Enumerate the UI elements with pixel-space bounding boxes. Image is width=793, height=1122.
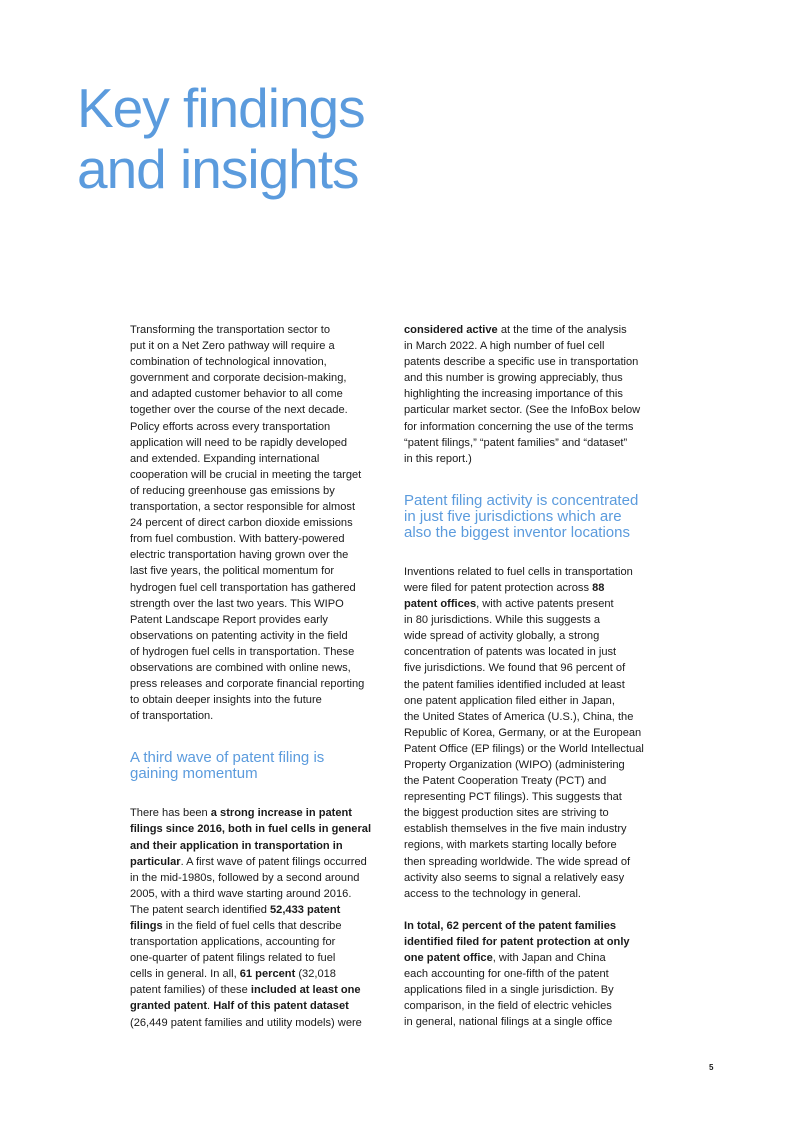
text-line: of transportation. (130, 710, 214, 723)
text-line: Inventions related to fuel cells in transportation (404, 565, 633, 578)
text-line: of hydrogen fuel cells in transportation. These (130, 645, 355, 658)
text-line: to obtain deeper insights into the future (130, 694, 322, 707)
text-line: one patent application filed either in Japan, (404, 694, 615, 707)
heading-line: A third wave of patent filing is (130, 749, 325, 767)
text-line: considered active at the time of the analysis (404, 324, 627, 336)
text-line: and their application in transportation in (130, 839, 343, 852)
text-line: patent families) of these included at least one (130, 984, 361, 997)
heading-line: gaining momentum (130, 765, 258, 783)
text-line: one patent office, with Japan and China (404, 952, 606, 964)
text-line: filings in the field of fuel cells that describe (130, 920, 342, 932)
text-line: 24 percent of direct carbon dioxide emissions (130, 517, 353, 530)
text-line: particular market sector. (See the InfoBox below (404, 404, 641, 417)
text-line: cells in general. In all, 61 percent (32,018 (130, 968, 336, 981)
text-line: There has been a strong increase in patent (130, 807, 352, 820)
page-title (77, 78, 365, 200)
text-line: last five years, the political momentum for (130, 565, 335, 578)
text-line: application will need to be rapidly developed (130, 436, 348, 449)
text-line: “patent filings,” “patent families” and “dataset” (404, 436, 628, 449)
left-column (130, 322, 392, 1047)
text-line: press releases and corporate financial reporting (130, 678, 365, 691)
text-line: In total, 62 percent of the patent families (404, 919, 617, 932)
text-line: granted patent. Half of this patent dataset (130, 1000, 349, 1013)
text-line: electric transportation having grown over the (130, 549, 349, 562)
text-line: the biggest production sites are striving to (404, 807, 609, 820)
text-line: five jurisdictions. We found that 96 percent of (404, 662, 626, 675)
text-line: strength over the last two years. This WIPO (130, 597, 344, 610)
text-line: transportation applications, accounting for (130, 936, 336, 949)
text-line: the Patent Cooperation Treaty (PCT) and (404, 775, 607, 788)
text-line: in 80 jurisdictions. While this suggests a (404, 614, 601, 627)
section-heading-third-wave (130, 750, 392, 782)
text-line: (26,449 patent families and utility models) were (130, 1016, 362, 1029)
text-line: concentration of patents was located in just (404, 646, 617, 659)
text-line: representing PCT filings). This suggests that (404, 791, 622, 804)
text-line: each accounting for one-fifth of the patent (404, 968, 609, 981)
text-line: regions, with markets starting locally before (404, 839, 617, 852)
text-line: establish themselves in the five main industry (404, 823, 627, 836)
text-line: in the mid-1980s, followed by a second around (130, 871, 360, 884)
text-line: Policy efforts across every transportation (130, 420, 331, 433)
right-column (404, 322, 666, 1046)
text-line: one-quarter of patent filings related to fuel (130, 952, 336, 965)
text-line: observations are combined with online news, (130, 661, 351, 674)
heading-line: in just five jurisdictions which are (404, 507, 622, 525)
text-line: patent offices, with active patents present (404, 598, 614, 611)
text-line: wide spread of activity globally, a strong (404, 630, 600, 643)
text-line: in March 2022. A high number of fuel cell (404, 340, 605, 353)
text-line: for information concerning the use of the terms (404, 420, 634, 433)
text-line: 2005, with a third wave starting around 2016. (130, 887, 352, 900)
text-line: put it on a Net Zero pathway will require a (130, 340, 335, 353)
text-line: together over the course of the next decade. (130, 404, 348, 417)
text-line: combination of technological innovation, (130, 356, 327, 369)
text-line: Republic of Korea, Germany, or at the European (404, 726, 642, 739)
page-title-line: Key findings (77, 77, 365, 139)
text-line: cooperation will be crucial in meeting the target (130, 468, 362, 481)
text-line: Property Organization (WIPO) (administering (404, 758, 625, 771)
text-line: highlighting the increasing importance of this (404, 388, 623, 401)
text-line: hydrogen fuel cell transportation has gathered (130, 581, 356, 594)
text-line: transportation, a sector responsible for almost (130, 501, 356, 514)
text-line: Patent Office (EP filings) or the World Intellectual (404, 742, 644, 755)
text-line: applications filed in a single jurisdiction. By (404, 984, 614, 997)
page-number: 5 (709, 1063, 714, 1072)
text-line: activity also seems to signal a relatively easy (404, 871, 625, 884)
text-line: access to the technology in general. (404, 887, 581, 900)
text-line: then spreading worldwide. The wide spread of (404, 855, 631, 868)
text-line: Patent Landscape Report provides early (130, 613, 328, 626)
text-line: comparison, in the field of electric vehicles (404, 1000, 612, 1013)
text-line: the patent families identified included at least (404, 678, 625, 691)
text-line: and this number is growing appreciably, thus (404, 372, 623, 385)
single-office-paragraph (404, 918, 666, 1031)
text-line: patents describe a specific use in transportation (404, 356, 639, 369)
text-line: Transforming the transportation sector to (130, 324, 330, 336)
text-line: government and corporate decision-making, (130, 372, 347, 385)
concentration-paragraph (404, 564, 666, 902)
third-wave-paragraph (130, 805, 392, 1030)
text-line: particular. A first wave of patent filings occurred (130, 855, 367, 868)
text-line: were filed for patent protection across 88 (404, 581, 605, 594)
text-line: in this report.) (404, 452, 472, 465)
text-line: and adapted customer behavior to all come (130, 388, 343, 401)
page-title-line: and insights (77, 138, 359, 200)
heading-line: Patent filing activity is concentrated (404, 491, 639, 509)
text-line: of reducing greenhouse gas emissions by (130, 484, 335, 497)
section-heading-concentration (404, 493, 666, 541)
text-line: from fuel combustion. With battery-powered (130, 533, 345, 546)
text-line: and extended. Expanding international (130, 452, 320, 465)
text-line: filings since 2016, both in fuel cells in general (130, 823, 372, 836)
continued-paragraph (404, 322, 666, 467)
text-line: in general, national filings at a single office (404, 1016, 613, 1029)
text-line: identified filed for patent protection at only (404, 935, 630, 948)
text-line: the United States of America (U.S.), China, the (404, 710, 634, 723)
heading-line: also the biggest inventor locations (404, 523, 630, 541)
text-line: The patent search identified 52,433 patent (130, 903, 341, 916)
intro-paragraph (130, 322, 392, 724)
text-line: observations on patenting activity in the field (130, 629, 348, 642)
